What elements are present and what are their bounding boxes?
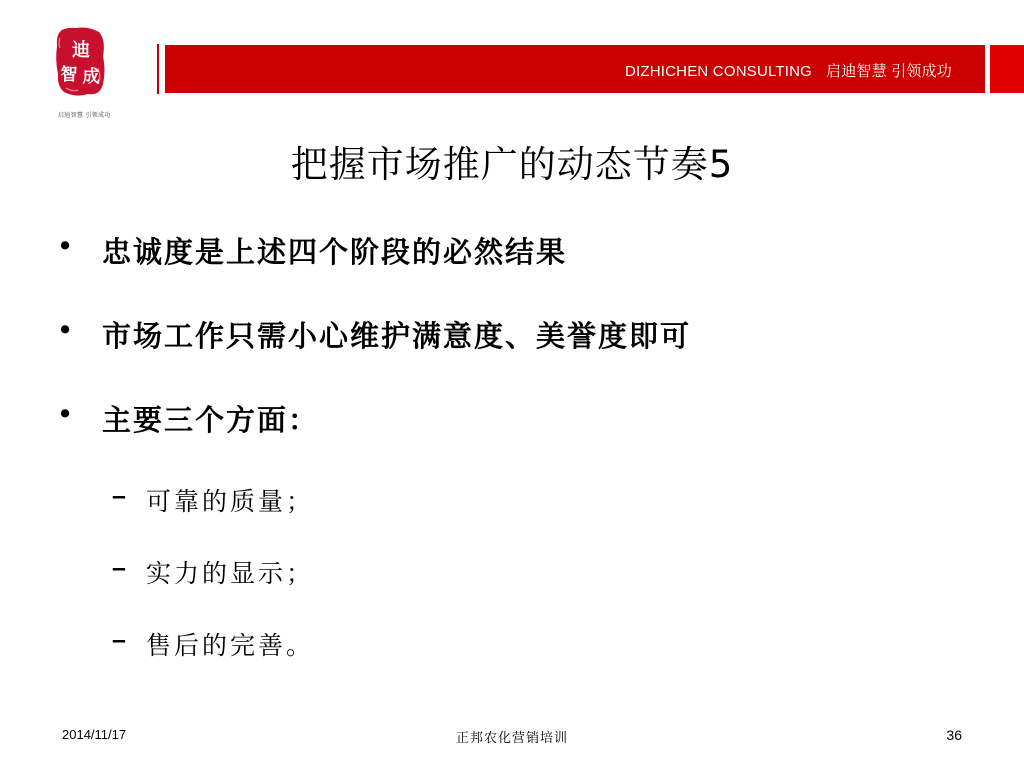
- sub-bullet-marker: –: [112, 626, 129, 654]
- svg-text:成: 成: [82, 67, 100, 87]
- bullet-text: 忠诚度是上述四个阶段的必然结果: [102, 235, 568, 269]
- company-logo: [30, 12, 126, 119]
- sub-bullet-item: [60, 554, 980, 626]
- bullet-item: [60, 398, 980, 482]
- bullet-marker: •: [60, 398, 73, 430]
- bullet-text: 市场工作只需小心维护满意度、美誉度即可: [102, 319, 692, 353]
- sub-bullet-item: [60, 482, 980, 554]
- sub-bullet-text: 售后的完善。: [146, 631, 315, 660]
- bullet-item: [60, 230, 980, 314]
- svg-text:迪: 迪: [72, 40, 90, 61]
- logo-seal-icon: [52, 24, 108, 98]
- svg-text:智: 智: [60, 65, 78, 85]
- bullet-item: [60, 314, 980, 398]
- footer-title: 正邦农化营销培训: [455, 731, 568, 746]
- header-company: DIZHICHEN CONSULTING: [624, 63, 813, 80]
- sub-bullet-item: [60, 626, 980, 698]
- page-number: 36: [946, 727, 962, 743]
- sub-bullet-text: 可靠的质量；: [146, 487, 315, 516]
- sub-bullet-marker: –: [112, 482, 129, 510]
- header-banner-tail: [990, 45, 1024, 93]
- bullet-marker: •: [60, 314, 73, 346]
- sub-bullet-text: 实力的显示；: [146, 559, 315, 588]
- bullet-marker: •: [60, 230, 73, 262]
- bullet-list: [60, 230, 980, 698]
- header-divider: [157, 44, 159, 94]
- header-text: [625, 60, 952, 81]
- footer-date: 2014/11/17: [62, 727, 127, 742]
- logo-tagline: 启迪智慧 引领成功: [58, 112, 111, 119]
- bullet-text: 主要三个方面：: [102, 403, 320, 437]
- sub-bullet-marker: –: [112, 554, 129, 582]
- slide-title: 把握市场推广的动态节奏5: [290, 143, 734, 186]
- header-slogan: 启迪智慧 引领成功: [826, 63, 952, 80]
